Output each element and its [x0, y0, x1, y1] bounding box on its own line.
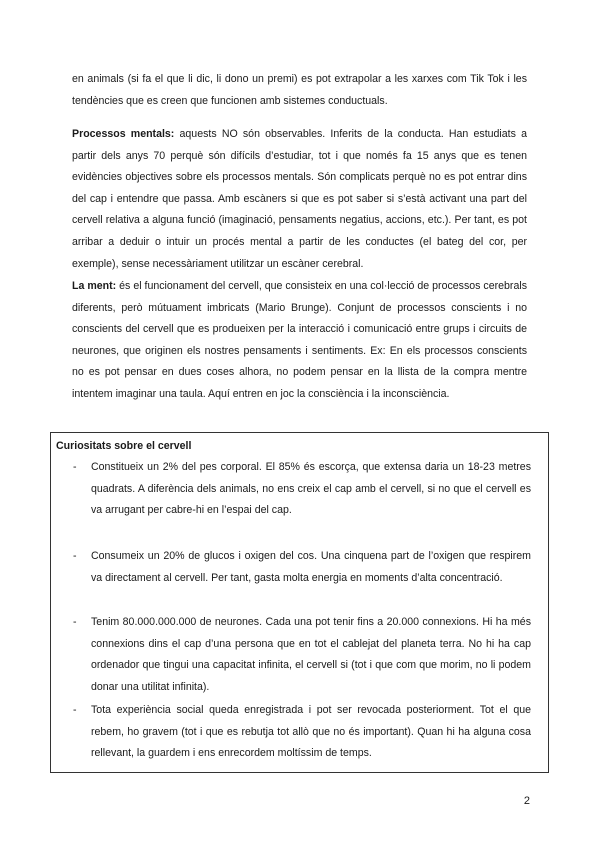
intro-paragraph	[72, 69, 527, 112]
page-number: 2	[523, 795, 530, 807]
curiositats-box	[50, 432, 549, 773]
bullet-dash: -	[73, 704, 77, 716]
bullet-dash: -	[73, 550, 77, 562]
curiositats-title: Curiositats sobre el cervell	[56, 440, 192, 452]
la-ment-text: és el funcionament del cervell, que consisteix en una col·lecció de processos cerebrals diferents, però mútuament imbricats (Mario Brunge). Conjunt de processos conscients i no conscients del cervell que es produeixen per la interacció i comunicació entre grups i circuits de neurones, que originen els nostres pensaments i sentiments. Ex: En els processos conscients no es pot pensar en dues coses alhora, no podem pensar en la llista de la compra mentre intentem imaginar una taula. Aquí entren en joc la consciència i la inconsciència.	[72, 280, 527, 400]
curiositat-text: Tota experiència social queda enregistrada i pot ser revocada posteriorment. Tot el que rebem, ho gravem (tot i que es rebutja tot allò que no és important). Quan hi ha alguna cosa rellevant, la guardem i ens enrecordem moltíssim de temps.	[91, 704, 531, 760]
curiositat-text: Consumeix un 20% de glucos i oxigen del cos. Una cinquena part de l’oxigen que respirem va directament al cervell. Per tant, gasta molta energia en moments d’alta concentració.	[91, 550, 531, 584]
la-ment-paragraph	[72, 276, 527, 406]
curiositat-item	[73, 700, 531, 765]
bullet-dash: -	[73, 616, 77, 628]
curiositat-item	[73, 457, 531, 522]
processos-mentals-paragraph	[72, 124, 527, 275]
processos-mentals-label: Processos mentals:	[72, 128, 175, 140]
la-ment-label: La ment:	[72, 280, 117, 292]
curiositat-item	[73, 612, 531, 698]
curiositat-item	[73, 546, 531, 589]
processos-mentals-text: aquests NO són observables. Inferits de la conducta. Han estudiats a partir dels anys 70 perquè són difícils d’estudiar, tot i que només fa 15 anys que es tenen evidències objectives sobre els processos mentals. Són complicats perquè no es pot entrar dins del cap i entendre que passa. Amb escàners si que es pot saber si s’està activant una part del cervell relativa a alguna funció (imaginació, pensaments negatius, accions, etc.). Per tant, es pot arribar a deduir o intuir un procés mental a partir de les conductes (el bateg del cor, per exemple), sense necessàriament utilitzar un escàner cerebral.	[72, 128, 527, 270]
curiositat-text: Constitueix un 2% del pes corporal. El 85% és escorça, que extensa daria un 18-23 metres quadrats. A diferència dels animals, no ens creix el cap amb el cervell, si no que el cervell es va arrugant per cabre-hi en l’espai del cap.	[91, 461, 531, 517]
curiositat-text: Tenim 80.000.000.000 de neurones. Cada una pot tenir fins a 20.000 connexions. Hi ha més connexions dins el cap d’una persona que en tot el cablejat del planeta terra. No hi ha cap ordenador que tingui una capacitat infinita, el cervell si (tot i que com que morim, no li podem donar una utilitat infinita).	[91, 616, 531, 693]
intro-text: en animals (si fa el que li dic, li dono un premi) es pot extrapolar a les xarxes com Tik Tok i les tendències que es creen que funcionen amb sistemes conductuals.	[72, 73, 527, 107]
bullet-dash: -	[73, 461, 77, 473]
